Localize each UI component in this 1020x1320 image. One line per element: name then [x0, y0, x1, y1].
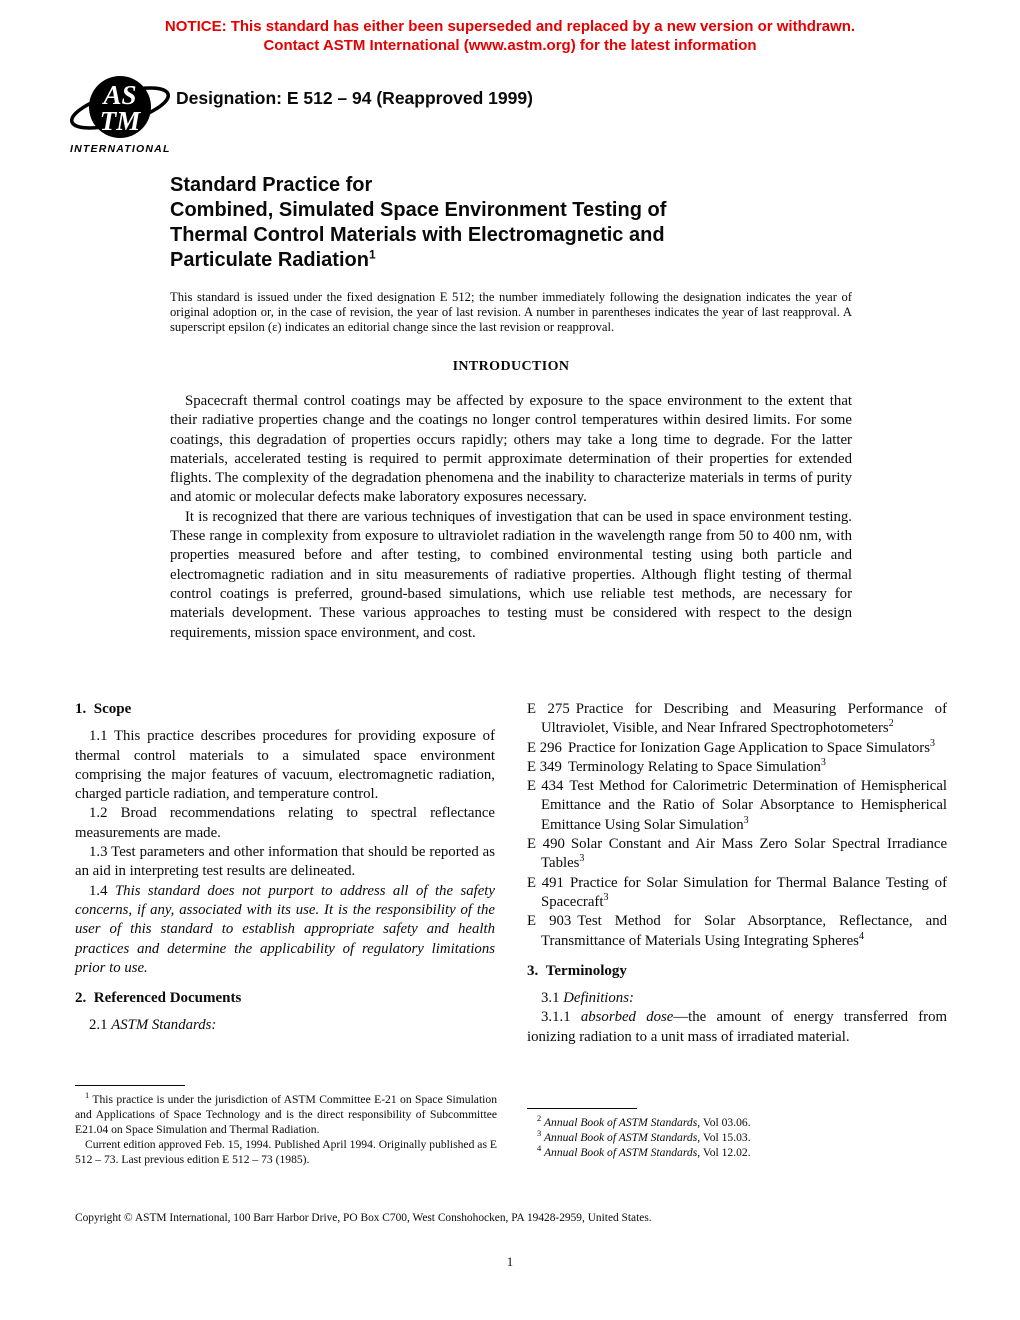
- footnote-3: $^3$ Annual Book of ASTM Standards, Vol 15.03.: [537, 1128, 751, 1144]
- designation-line: Designation: E 512 – 94 (Reapproved 1999): [176, 88, 533, 108]
- scope-1-3: 1.3 Test parameters and other information that should be reported as an aid in interpreting test results are delineated.: [75, 844, 495, 880]
- title-line-2: Combined, Simulated Space Environment Testing of: [170, 199, 667, 221]
- title-line-1: Standard Practice for: [170, 174, 373, 196]
- scope-1-4-number: 1.4: [89, 882, 115, 899]
- title-footnote-ref: 1: [368, 247, 376, 262]
- logo-letters-top: AS: [103, 80, 137, 110]
- footnote-ref: 3: [603, 892, 609, 904]
- page-number: 1: [506, 1255, 514, 1269]
- reference-item: E 296 Practice for Ionization Gage Application to Space Simulators$^3$: [527, 737, 935, 756]
- terminology-heading: 3. Terminology: [527, 962, 627, 979]
- title-line-3: Thermal Control Materials with Electromagnetic and: [170, 224, 665, 246]
- introduction-body: [170, 392, 852, 643]
- notice-line-1: NOTICE: This standard has either been superseded and replaced by a new version or withdrawn.: [164, 18, 856, 35]
- footnote-ref: 4: [858, 930, 864, 942]
- standard-preamble: This standard is issued under the fixed designation E 512; the number immediately following the designation indicates the year of original adoption or, in the case of revision, the year of last revision. A number in parentheses indicates the year of last reapproval. A superscript epsilon (ε) indicates an editorial change since the last revision or reapproval.: [170, 290, 852, 334]
- logo-international-label: INTERNATIONAL: [70, 143, 171, 155]
- footnote-rule: [527, 1108, 637, 1109]
- reference-item: E 275 Practice for Describing and Measuring Performance of Ultraviolet, Visible, and Near Infrared Spectrophotometers$^2$: [527, 701, 947, 737]
- supersession-notice: [0, 18, 1020, 55]
- footnote-ref: 3: [929, 737, 935, 749]
- footnote-block-left: [75, 1085, 497, 1168]
- scope-heading: 1. Scope: [75, 701, 132, 717]
- introduction-paragraph-1: Spacecraft thermal control coatings may be affected by exposure to the space environment to the extent that their radiative properties change and the coatings no longer control temperatures within desired limits. For some coatings, this degradation of properties occurs rapidly; others may take a long time to degrade. For the latter materials, accelerated testing is required to permit approximate determination of their properties for extended flights. The complexity of the degradation phenomena and the inability to characterize materials in terms of purity and atomic or molecular defects make laboratory exposures necessary.: [170, 393, 852, 506]
- footnote-1: $^1$ This practice is under the jurisdiction of ASTM Committee E-21 on Space Simulation and Applications of Space Technology and is the direct responsibility of Subcommittee E21.04 on Space Simulation and Thermal Radiation. Current edition approved Feb. 15, 1994. Published April 1994. Originally published as E 512 – 73. Last previous edition E 512 – 73 (1985).: [75, 1090, 497, 1166]
- scope-1-4: [75, 882, 495, 978]
- introduction-heading: INTRODUCTION: [452, 359, 570, 374]
- footnote-ref: 3: [743, 814, 749, 826]
- copyright-line: Copyright © ASTM International, 100 Barr Harbor Drive, PO Box C700, West Conshohocken, PA 19428-2959, United States.: [75, 1212, 652, 1224]
- referenced-documents-heading: 2. Referenced Documents: [75, 990, 242, 1007]
- astm-globe-icon: [68, 72, 178, 158]
- scope-1-1: 1.1 This practice describes procedures for providing exposure of thermal control materials to a simulated space environment comprising the major features of vacuum, electromagnetic radiation, charged particle radiation, and temperature control.: [75, 728, 495, 803]
- left-column: [75, 700, 495, 1036]
- document-title: [170, 173, 870, 273]
- reference-item: E 434 Test Method for Calorimetric Determination of Hemispherical Emittance and the Ratio of Solar Absorptance to Hemispherical Emittance Using Solar Simulation$^3$: [527, 778, 947, 833]
- reference-item: E 349 Terminology Relating to Space Simulation$^3$: [527, 756, 826, 775]
- scope-1-2: 1.2 Broad recommendations relating to spectral reflectance measurements are made.: [75, 805, 495, 841]
- reference-item: E 490 Solar Constant and Air Mass Zero Solar Spectral Irradiance Tables$^3$: [527, 836, 948, 872]
- referenced-documents-2-1: 2.1 ASTM Standards:: [89, 1017, 217, 1034]
- terminology-3-1-1: 3.1.1 absorbed dose—the amount of energy transferred from ionizing radiation to a unit mass of irradiated material.: [527, 1009, 947, 1045]
- right-column: [527, 700, 947, 1047]
- footnotes-2-4: [527, 1113, 949, 1161]
- footnote-2: $^2$ Annual Book of ASTM Standards, Vol 03.06.: [537, 1113, 751, 1129]
- title-line-4: Particulate Radiation$^1$: [170, 247, 376, 271]
- notice-line-2: Contact ASTM International (www.astm.org) for the latest information: [263, 36, 757, 54]
- terminology-3-1: 3.1 Definitions:: [541, 990, 634, 1007]
- footnote-ref: 3: [820, 756, 826, 768]
- footnote-block-right: [527, 1108, 949, 1161]
- footnote-rule: [75, 1085, 185, 1086]
- scope-1-4-text: This standard does not purport to address all of the safety concerns, if any, associated with its use. It is the responsibility of the user of this standard to establish appropriate safety and health practices and determine the applicability of regulatory limitations prior to use.: [75, 882, 495, 976]
- astm-logo: [68, 72, 178, 158]
- reference-item: E 491 Practice for Solar Simulation for Thermal Balance Testing of Spacecraft$^3$: [527, 874, 948, 910]
- logo-letters-bottom: TM: [99, 106, 141, 136]
- footnote-4: $^4$ Annual Book of ASTM Standards, Vol 12.02.: [537, 1142, 751, 1159]
- reference-item: E 903 Test Method for Solar Absorptance, Reflectance, and Transmittance of Materials Using Integrating Spheres$^4$: [527, 913, 947, 949]
- footnote-1-marker: 1: [85, 1090, 90, 1101]
- introduction-paragraph-2: It is recognized that there are various techniques of investigation that can be used in space environment testing. These range in complexity from exposure to ultraviolet radiation in the wavelength range from 50 to 400 nm, with properties measured before and after testing, to combined environmental testing using both particle and electromagnetic radiation and in situ measurements of radiative properties. Although flight testing of thermal control coatings is preferred, ground-based simulations, which use reliable test methods, are necessary for materials development. These various approaches to testing must be considered with respect to the design requirements, mission space environment, and cost.: [170, 508, 852, 641]
- footnote-ref: 3: [579, 853, 585, 865]
- footnote-ref: 2: [888, 718, 894, 730]
